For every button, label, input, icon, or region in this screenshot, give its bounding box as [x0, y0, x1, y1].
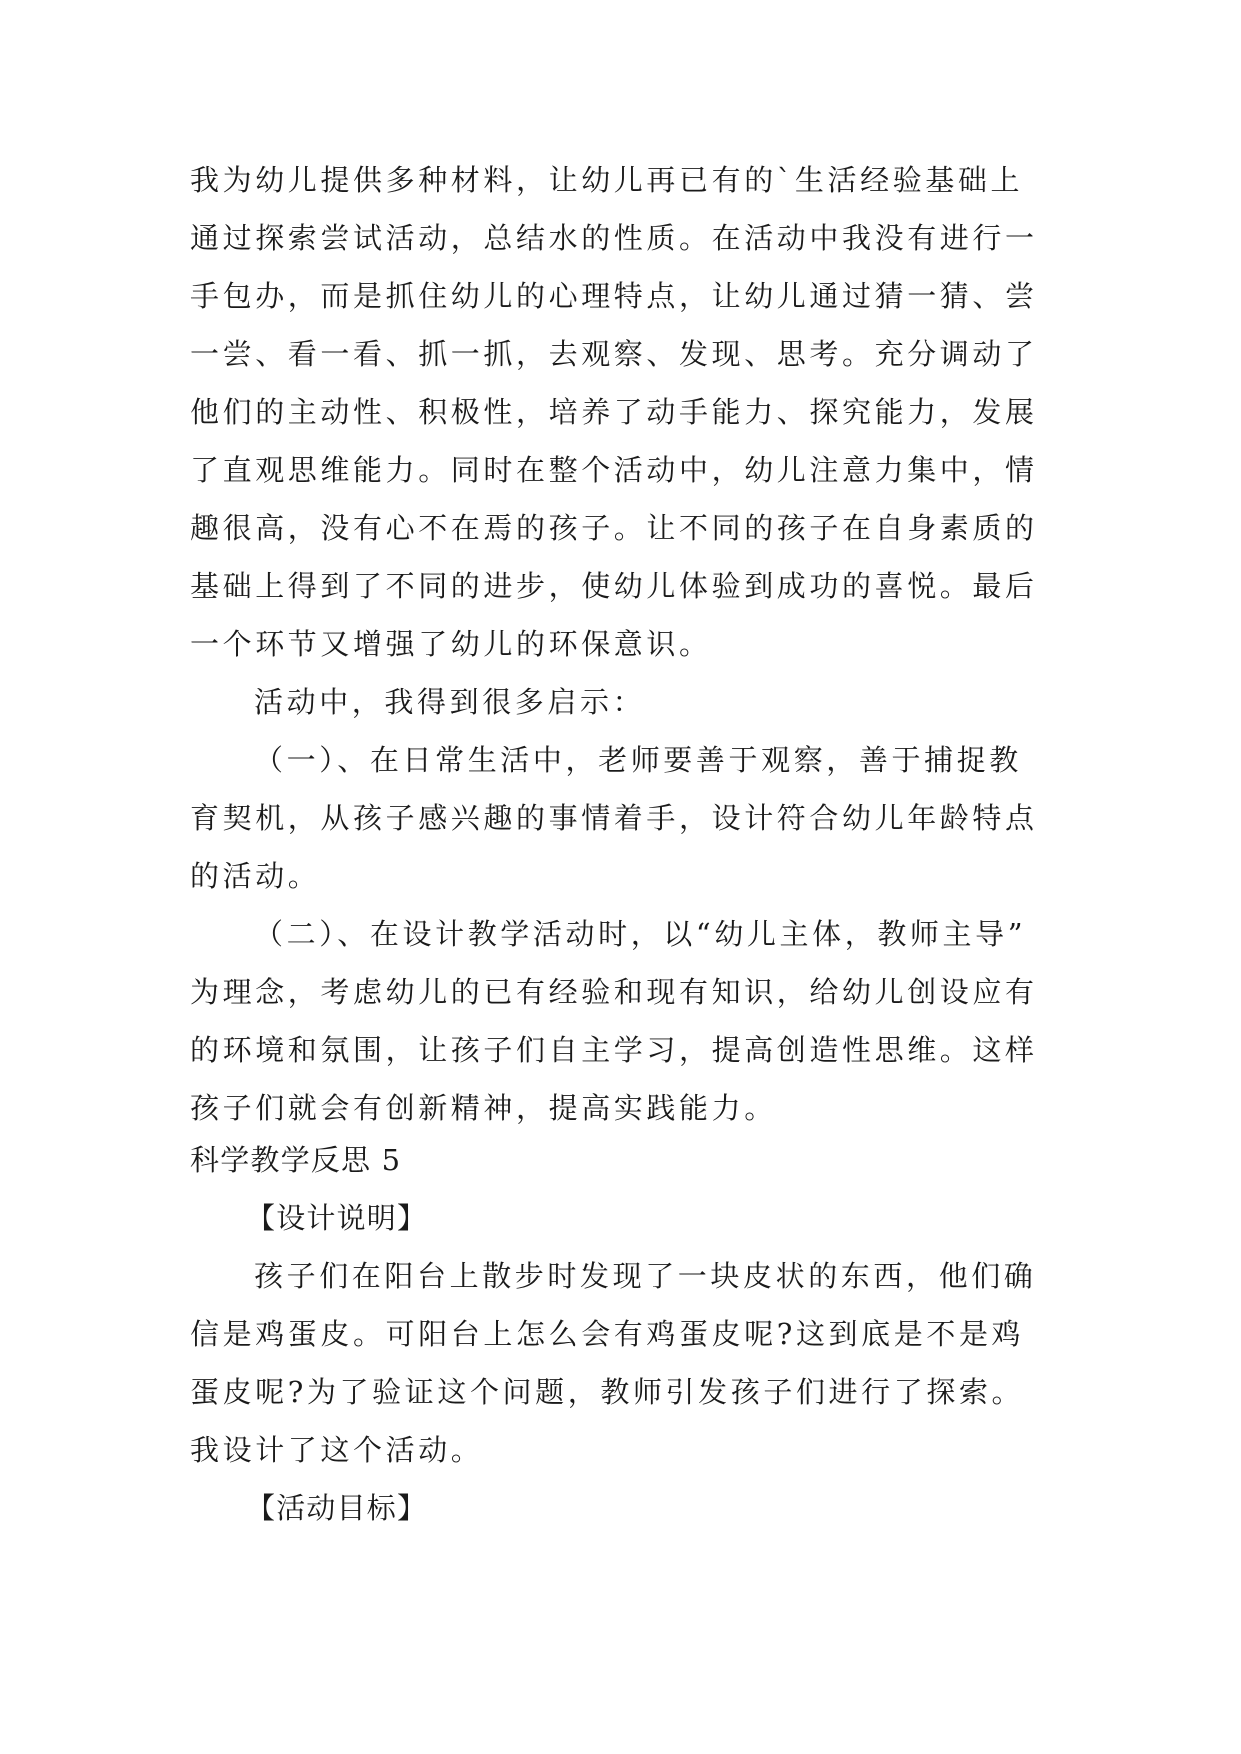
paragraph-line: 育契机，从孩子感兴趣的事情着手，设计符合幼儿年龄特点 — [190, 801, 1038, 835]
paragraph-line: 他们的主动性、积极性，培养了动手能力、探究能力，发展 — [190, 395, 1038, 429]
paragraph-line: 孩子们就会有创新精神，提高实践能力。 — [190, 1091, 777, 1125]
paragraph-line: 活动中，我得到很多启示： — [254, 685, 646, 719]
subsection-heading: 【活动目标】 — [246, 1491, 428, 1525]
paragraph-line: 为理念，考虑幼儿的已有经验和现有知识，给幼儿创设应有 — [190, 975, 1038, 1009]
paragraph-line: 蛋皮呢?为了验证这个问题，教师引发孩子们进行了探索。 — [190, 1375, 1025, 1409]
paragraph-line: 信是鸡蛋皮。可阳台上怎么会有鸡蛋皮呢?这到底是不是鸡 — [190, 1317, 1025, 1351]
paragraph-line: （二）、在设计教学活动时，以“幼儿主体，教师主导” — [254, 917, 1027, 951]
paragraph-line: 手包办，而是抓住幼儿的心理特点，让幼儿通过猜一猜、尝 — [190, 279, 1038, 313]
paragraph-line: 了直观思维能力。同时在整个活动中，幼儿注意力集中，情 — [190, 453, 1038, 487]
paragraph-line: 基础上得到了不同的进步，使幼儿体验到成功的喜悦。最后 — [190, 569, 1038, 603]
paragraph-line: 我设计了这个活动。 — [190, 1433, 484, 1467]
paragraph-line: 通过探索尝试活动，总结水的性质。在活动中我没有进行一 — [190, 221, 1038, 255]
paragraph-line: （一）、在日常生活中，老师要善于观察，善于捕捉教 — [254, 743, 1022, 777]
paragraph-line: 趣很高，没有心不在焉的孩子。让不同的孩子在自身素质的 — [190, 511, 1038, 545]
paragraph-line: 的环境和氛围，让孩子们自主学习，提高创造性思维。这样 — [190, 1033, 1038, 1067]
section-title: 科学教学反思 5 — [190, 1143, 402, 1177]
paragraph-line: 的活动。 — [190, 859, 321, 893]
paragraph-line: 一尝、看一看、抓一抓，去观察、发现、思考。充分调动了 — [190, 337, 1038, 371]
paragraph-line: 我为幼儿提供多种材料，让幼儿再已有的`生活经验基础上 — [190, 163, 1024, 197]
paragraph-line: 孩子们在阳台上散步时发现了一块皮状的东西，他们确 — [254, 1259, 1037, 1293]
subsection-heading: 【设计说明】 — [246, 1201, 428, 1235]
paragraph-line: 一个环节又增强了幼儿的环保意识。 — [190, 627, 712, 661]
